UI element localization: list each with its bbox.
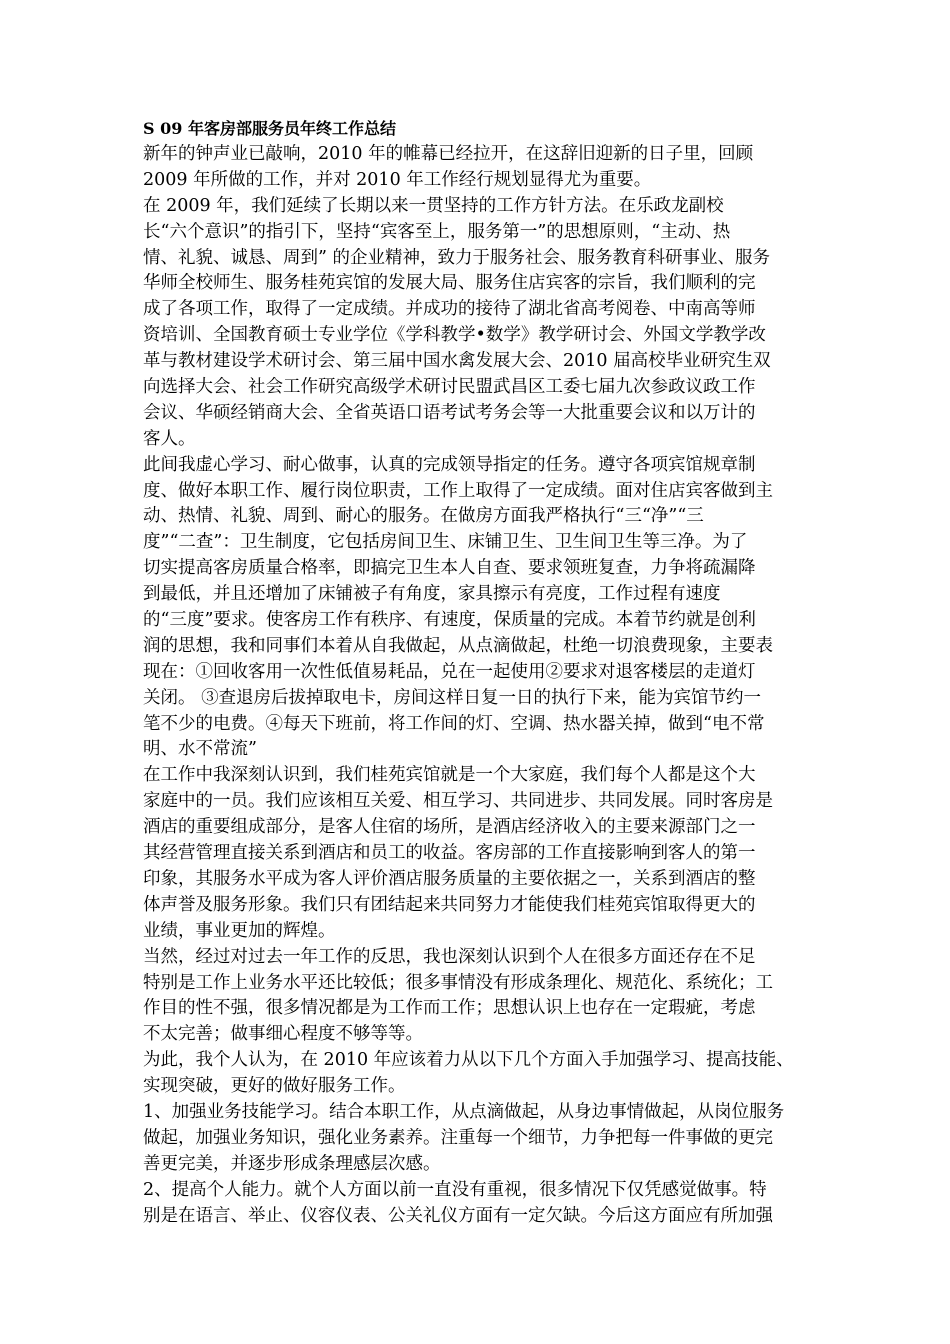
text-line: 特别是工作上业务水平还比较低；很多事情没有形成条理化、规范化、系统化；工 xyxy=(143,972,773,993)
text-line: 向选择大会、社会工作研究高级学术研讨民盟武昌区工委七届九次参政议政工作 xyxy=(143,377,756,398)
text-line: 作目的性不强，很多情况都是为工作而工作；思想认识上也存在一定瑕疵，考虑 xyxy=(143,998,756,1019)
text-line: 在工作中我深刻认识到，我们桂苑宾馆就是一个大家庭，我们每个人都是这个大 xyxy=(143,765,756,786)
text-line: 笔不少的电费。④每天下班前，将工作间的灯、空调、热水器关掉，做到“电不常 xyxy=(143,713,765,734)
text-line: 的“三度”要求。使客房工作有秩序、有速度，保质量的完成。本着节约就是创利 xyxy=(143,610,756,631)
document-title: S 09 年客房部服务员年终工作总结 xyxy=(143,119,396,138)
text-line: 酒店的重要组成部分，是客人住宿的场所，是酒店经济收入的主要来源部门之一 xyxy=(143,817,756,838)
text-line: 润的思想，我和同事们本着从自我做起，从点滴做起，杜绝一切浪费现象，主要表 xyxy=(143,635,773,656)
text-line: 体声誉及服务形象。我们只有团结起来共同努力才能使我们桂苑宾馆取得更大的 xyxy=(143,894,756,915)
text-line: 不太完善；做事细心程度不够等等。 xyxy=(143,1024,423,1045)
text-line: 实现突破，更好的做好服务工作。 xyxy=(143,1076,406,1097)
text-line: 家庭中的一员。我们应该相互关爱、相互学习、共同进步、共同发展。同时客房是 xyxy=(143,791,773,812)
text-line: 到最低，并且还增加了床铺被子有角度，家具擦示有亮度，工作过程有速度 xyxy=(143,584,721,605)
text-line: 新年的钟声业已敲响，2010 年的帷幕已经拉开，在这辞旧迎新的日子里，回顾 xyxy=(143,144,754,164)
document-text xyxy=(143,142,811,1229)
text-line: 明、水不常流” xyxy=(143,739,257,760)
text-line: 为此，我个人认为，在 2010 年应该着力从以下几个方面入手加强学习、提高技能、 xyxy=(143,1050,794,1071)
text-line: 业绩，事业更加的辉煌。 xyxy=(143,920,336,941)
text-line: 其经营管理直接关系到酒店和员工的收益。客房部的工作直接影响到客人的第一 xyxy=(143,843,756,864)
text-line: 别是在语言、举止、仪容仪表、公关礼仪方面有一定欠缺。今后这方面应有所加强 xyxy=(143,1205,773,1226)
text-line: 华师全校师生、服务桂苑宾馆的发展大局、服务住店宾客的宗旨，我们顺利的完 xyxy=(143,273,756,294)
text-line: 此间我虚心学习、耐心做事，认真的完成领导指定的任务。遵守各项宾馆规章制 xyxy=(143,454,756,475)
text-line: 资培训、全国教育硕士专业学位《学科教学•数学》教学研讨会、外国文学教学改 xyxy=(143,325,766,346)
text-line: 客人。 xyxy=(143,428,196,449)
text-line: 关闭。 ③查退房后拔掉取电卡，房间这样日复一日的执行下来，能为宾馆节约一 xyxy=(143,687,762,708)
text-line: 度”“二查”：卫生制度，它包括房间卫生、床铺卫生、卫生间卫生等三净。为了 xyxy=(143,532,748,553)
text-line: 当然，经过对过去一年工作的反思，我也深刻认识到个人在很多方面还存在不足 xyxy=(143,946,756,967)
document-body xyxy=(143,116,811,1229)
text-line: 切实提高客房质量合格率，即搞完卫生本人自查、要求领班复查，力争将疏漏降 xyxy=(143,558,756,579)
text-line: 成了各项工作，取得了一定成绩。并成功的接待了湖北省高考阅卷、中南高等师 xyxy=(143,299,756,320)
text-line: 会议、华硕经销商大会、全省英语口语考试考务会等一大批重要会议和以万计的 xyxy=(143,402,756,423)
text-line: 革与教材建设学术研讨会、第三届中国水禽发展大会、2010 届高校毕业研究生双 xyxy=(143,351,771,372)
text-line: 度、做好本职工作、履行岗位职责，工作上取得了一定成绩。面对住店宾客做到主 xyxy=(143,480,773,501)
text-line: 情、礼貌、诚恳、周到” 的企业精神，致力于服务社会、服务教育科研事业、服务 xyxy=(143,247,771,268)
text-line: 印象，其服务水平成为客人评价酒店服务质量的主要依据之一，关系到酒店的整 xyxy=(143,868,756,889)
text-line: 做起，加强业务知识，强化业务素养。注重每一个细节，力争把每一件事做的更完 xyxy=(143,1127,773,1148)
text-line: 现在：①回收客用一次性低值易耗品，兑在一起使用②要求对退客楼层的走道灯 xyxy=(143,661,756,682)
text-line: 长“六个意识”的指引下，坚持“宾客至上，服务第一”的思想原则，“主动、热 xyxy=(143,221,731,242)
text-line: 善更完美，并逐步形成条理感层次感。 xyxy=(143,1153,441,1174)
text-line: 1、加强业务技能学习。结合本职工作，从点滴做起，从身边事情做起，从岗位服务 xyxy=(143,1101,785,1122)
text-line: 2、提高个人能力。就个人方面以前一直没有重视，很多情况下仅凭感觉做事。特 xyxy=(143,1179,767,1200)
text-line: 2009 年所做的工作，并对 2010 年工作经行规划显得尤为重要。 xyxy=(143,169,652,190)
text-line: 动、热情、礼貌、周到、耐心的服务。在做房方面我严格执行“三“净”“三 xyxy=(143,506,704,527)
text-line: 在 2009 年，我们延续了长期以来一贯坚持的工作方针方法。在乐政龙副校 xyxy=(143,195,724,216)
